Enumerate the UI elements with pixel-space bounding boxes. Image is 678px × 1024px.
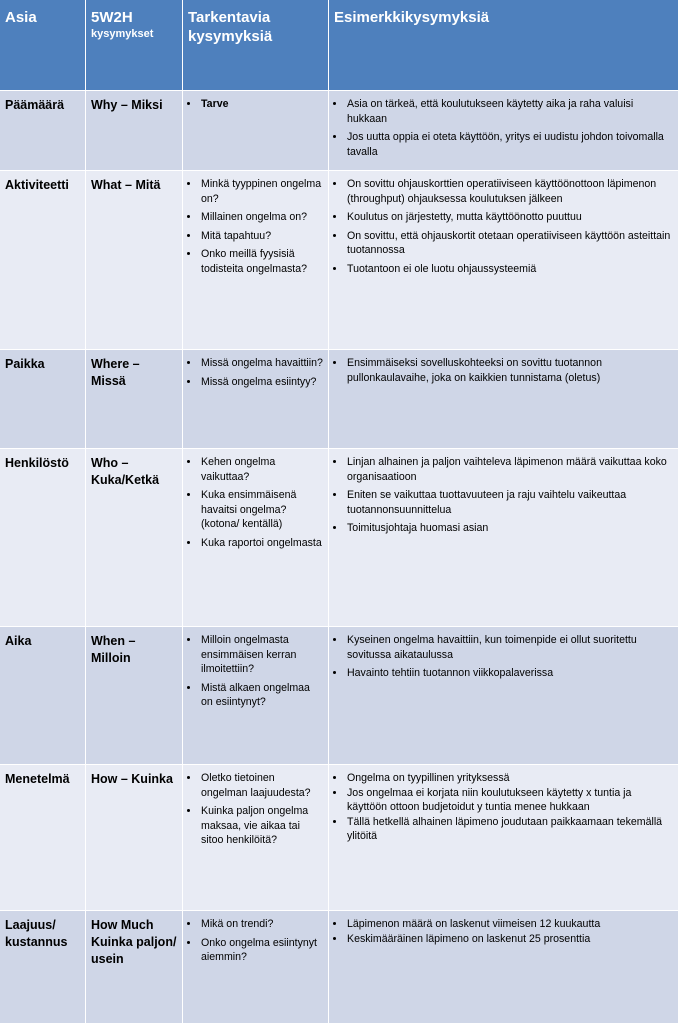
row-laajuus-kustannus-kysymys xyxy=(86,911,183,1024)
tarkentava-kysymys: • Mitä tapahtuu? xyxy=(200,229,323,244)
esimerkkikysymys: • Linjan alhainen ja paljon vaihteleva läpimenon määrä vaikuttaa koko organisaatioon xyxy=(346,455,673,484)
asia-label: Paikka xyxy=(5,357,45,371)
kysymys-label: Who – Kuka/Ketkä xyxy=(91,456,160,487)
header-esimerkit xyxy=(329,0,678,91)
esimerkkikysymys: • On sovittu ohjauskorttien operatiiviseen käyttöönottoon läpimenon (throughput) ohjauksessa koulutuksen jälkeen xyxy=(346,177,673,206)
asia-label: Menetelmä xyxy=(5,772,70,786)
esimerkkikysymys: • On sovittu, että ohjauskortit otetaan operatiiviseen käyttöön asteittain tuotannossa xyxy=(346,229,673,258)
row-paikka-asia xyxy=(0,350,86,449)
esimerkit-list xyxy=(334,771,673,844)
row-laajuus-kustannus-asia xyxy=(0,911,86,1024)
tarkentava-kysymys: • Mikä on trendi? xyxy=(200,917,323,932)
tarkentava-kysymys: • Missä ongelma havaittiin? xyxy=(200,356,323,371)
esimerkkikysymys: • Koulutus on järjestetty, mutta käyttöönotto puuttuu xyxy=(346,210,673,225)
tarkentavia-list xyxy=(188,455,323,550)
tarkentava-kysymys: • Mistä alkaen ongelmaa on esiintynyt? xyxy=(200,681,323,710)
tarkentava-kysymys: • Onko ongelma esiintynyt aiemmin? xyxy=(200,936,323,965)
esimerkkikysymys: • Toimitusjohtaja huomasi asian xyxy=(346,521,673,536)
header-esimerkit-label: Esimerkkikysymyksiä xyxy=(334,9,490,26)
tarkentava-kysymys: • Onko meillä fyysisiä todisteita ongelmasta? xyxy=(200,247,323,276)
kysymys-label: How Much Kuinka paljon/ usein xyxy=(91,918,177,966)
tarkentavia-list xyxy=(188,917,323,965)
header-5w2h xyxy=(86,0,183,91)
row-paamaara-tarkentavia xyxy=(183,91,329,171)
row-menetelma-tarkentavia xyxy=(183,765,329,911)
row-henkilosto-asia xyxy=(0,449,86,627)
tarkentavia-list xyxy=(188,177,323,276)
row-aktiviteetti-kysymys xyxy=(86,171,183,350)
header-5w2h-subtitle: kysymykset xyxy=(91,28,154,40)
row-paamaara-asia xyxy=(0,91,86,171)
row-laajuus-kustannus-tarkentavia xyxy=(183,911,329,1024)
esimerkkikysymys: • Keskimääräinen läpimeno on laskenut 25 prosenttia xyxy=(346,932,673,947)
header-asia-label: Asia xyxy=(5,9,37,26)
row-henkilosto-tarkentavia xyxy=(183,449,329,627)
esimerkit-list xyxy=(334,97,673,159)
row-aika-asia xyxy=(0,627,86,765)
row-aktiviteetti-tarkentavia xyxy=(183,171,329,350)
tarkentavia-list xyxy=(188,633,323,710)
tarkentava-kysymys: • Minkä tyyppinen ongelma on? xyxy=(200,177,323,206)
header-tarkentavia xyxy=(183,0,329,91)
esimerkit-list xyxy=(334,177,673,276)
row-aktiviteetti-asia xyxy=(0,171,86,350)
esimerkkikysymys: • Asia on tärkeä, että koulutukseen käytetty aika ja raha valuisi hukkaan xyxy=(346,97,673,126)
esimerkkikysymys: • Kyseinen ongelma havaittiin, kun toimenpide ei ollut suoritettu sovitussa aikataulussa xyxy=(346,633,673,662)
row-menetelma-esimerkit xyxy=(329,765,678,911)
tarkentavia-list xyxy=(188,97,323,112)
header-5w2h-title: 5W2H xyxy=(91,9,133,26)
asia-label: Aika xyxy=(5,634,32,648)
kysymys-label: What – Mitä xyxy=(91,178,161,192)
row-paikka-esimerkit xyxy=(329,350,678,449)
row-henkilosto-esimerkit xyxy=(329,449,678,627)
row-henkilosto-kysymys xyxy=(86,449,183,627)
esimerkkikysymys: • Havainto tehtiin tuotannon viikkopalaverissa xyxy=(346,666,673,681)
esimerkit-list xyxy=(334,917,673,946)
esimerkkikysymys: • Jos ongelmaa ei korjata niin koulutukseen käytetty x tuntia ja käyttöön ottoon budjetoidut y tuntia menee hukkaan xyxy=(346,786,673,815)
esimerkkikysymys: • Eniten se vaikuttaa tuottavuuteen ja raju vaihtelu vaikeuttaa tuotannonsuunnittelua xyxy=(346,488,673,517)
row-aktiviteetti-esimerkit xyxy=(329,171,678,350)
esimerkkikysymys: • Ongelma on tyypillinen yrityksessä xyxy=(346,771,673,786)
row-paikka-kysymys xyxy=(86,350,183,449)
asia-label: Päämäärä xyxy=(5,98,65,112)
esimerkkikysymys: • Ensimmäiseksi sovelluskohteeksi on sovittu tuotannon pullonkaulavaihe, joka on kaikkien tunnistama (oletus) xyxy=(346,356,673,385)
tarkentava-kysymys: • Tarve xyxy=(200,97,323,112)
esimerkit-list xyxy=(334,633,673,681)
header-tarkentavia-label: Tarkentavia kysymyksiä xyxy=(188,9,273,45)
kysymys-label: Where – Missä xyxy=(91,357,140,388)
tarkentava-kysymys: • Kuka raportoi ongelmasta xyxy=(200,536,323,551)
asia-label: Laajuus/ kustannus xyxy=(5,918,68,949)
row-laajuus-kustannus-esimerkit xyxy=(329,911,678,1024)
row-aika-tarkentavia xyxy=(183,627,329,765)
row-paamaara-kysymys xyxy=(86,91,183,171)
row-aika-kysymys xyxy=(86,627,183,765)
esimerkkikysymys: • Tällä hetkellä alhainen läpimeno joudutaan paikkaamaan tekemällä ylitöitä xyxy=(346,815,673,844)
esimerkit-list xyxy=(334,356,673,385)
tarkentava-kysymys: • Kuka ensimmäisenä havaitsi ongelma? (kotona/ kentällä) xyxy=(200,488,323,532)
tarkentava-kysymys: • Kehen ongelma vaikuttaa? xyxy=(200,455,323,484)
esimerkkikysymys: • Jos uutta oppia ei oteta käyttöön, yritys ei uudistu johdon toivomalla tavalla xyxy=(346,130,673,159)
esimerkkikysymys: • Läpimenon määrä on laskenut viimeisen 12 kuukautta xyxy=(346,917,673,932)
row-menetelma-asia xyxy=(0,765,86,911)
esimerkit-list xyxy=(334,455,673,536)
kysymys-label: Why – Miksi xyxy=(91,98,163,112)
kysymys-label: When – Milloin xyxy=(91,634,136,665)
row-menetelma-kysymys xyxy=(86,765,183,911)
kysymys-label: How – Kuinka xyxy=(91,772,173,786)
tarkentava-kysymys: • Oletko tietoinen ongelman laajuudesta? xyxy=(200,771,323,800)
row-paikka-tarkentavia xyxy=(183,350,329,449)
row-paamaara-esimerkit xyxy=(329,91,678,171)
tarkentava-kysymys: • Milloin ongelmasta ensimmäisen kerran ilmoitettiin? xyxy=(200,633,323,677)
tarkentava-kysymys: • Kuinka paljon ongelma maksaa, vie aikaa tai sitoo henkilöitä? xyxy=(200,804,323,848)
tarkentavia-list xyxy=(188,771,323,848)
tarkentava-kysymys: • Millainen ongelma on? xyxy=(200,210,323,225)
tarkentavia-list xyxy=(188,356,323,389)
esimerkkikysymys: • Tuotantoon ei ole luotu ohjaussysteemiä xyxy=(346,262,673,277)
asia-label: Henkilöstö xyxy=(5,456,69,470)
header-asia xyxy=(0,0,86,91)
tarkentava-kysymys: • Missä ongelma esiintyy? xyxy=(200,375,323,390)
asia-label: Aktiviteetti xyxy=(5,178,69,192)
row-aika-esimerkit xyxy=(329,627,678,765)
